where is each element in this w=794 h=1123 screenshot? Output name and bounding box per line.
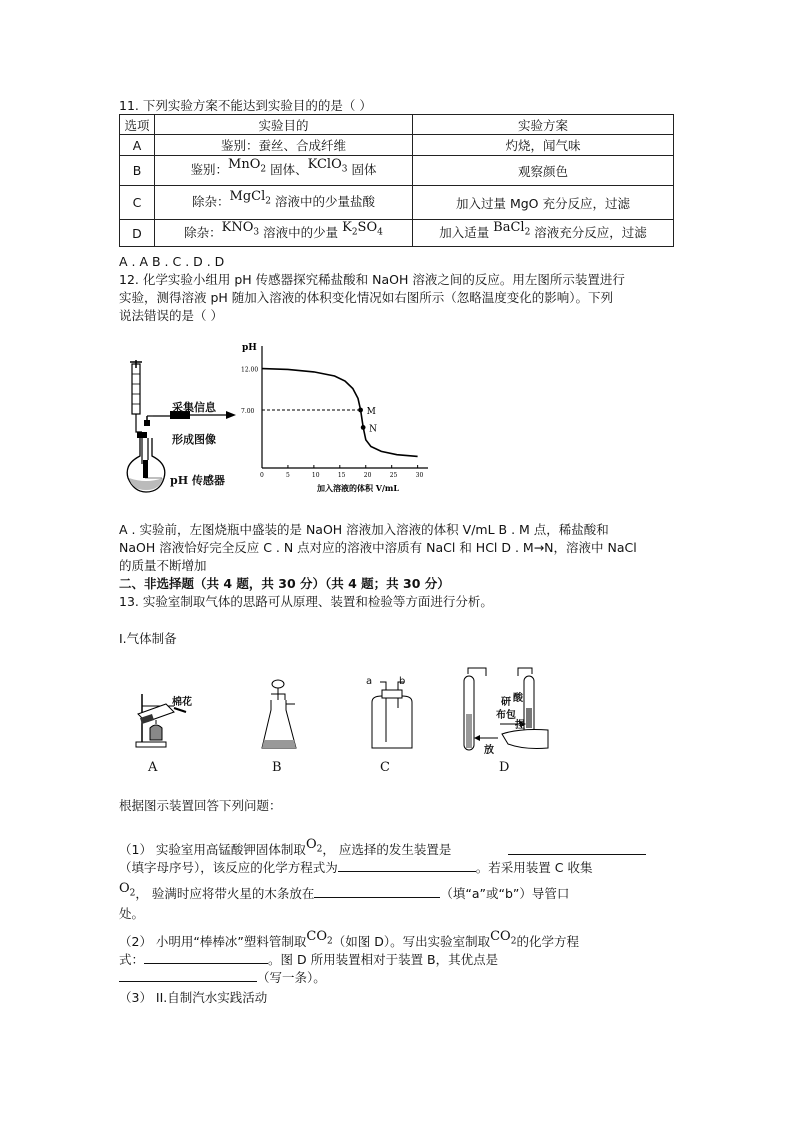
- y-tick-label: 7.00: [241, 408, 255, 415]
- x-tick-label: 20: [363, 472, 372, 479]
- label-d: D: [499, 760, 510, 775]
- table-row: [120, 156, 674, 186]
- d-label-acid: 酸: [513, 693, 523, 704]
- q13-intro: 根据图示装置回答下列问题：: [119, 798, 282, 813]
- answer-blank[interactable]: [508, 853, 646, 855]
- answer-blank[interactable]: [314, 885, 440, 898]
- y-tick-label: 12.00: [241, 366, 259, 374]
- table-row: [120, 135, 674, 156]
- row-plan: 加入适量 BaCl$_2$ 溶液充分反应，过滤: [413, 220, 674, 247]
- x-axis-label: 加入溶液的体积 V/mL: [316, 483, 400, 493]
- row-plan: 加入过量 MgO 充分反应，过滤: [413, 186, 674, 220]
- header-option: 选项: [120, 115, 155, 135]
- info-label: 采集信息: [172, 401, 216, 414]
- section-title: 二、非选择题（共 4 题，共 30 分）（共 4 题；共 30 分）: [119, 576, 450, 591]
- image-label: 形成图像: [172, 433, 216, 446]
- q12-stem-line3: 说法错误的是（ ）: [119, 308, 223, 323]
- answer-blank[interactable]: [144, 951, 268, 964]
- ph-sensor-label: pH 传感器: [170, 474, 225, 487]
- sub3-line: （3） II.自制汽水实践活动: [119, 990, 268, 1005]
- label-a: A: [148, 760, 158, 775]
- port-a-label: a: [366, 676, 373, 687]
- table-row: [120, 186, 674, 220]
- x-tick-label: 25: [389, 472, 398, 479]
- q13-part1-title: I.气体制备: [119, 631, 177, 646]
- d-label-grind: 研: [501, 697, 511, 708]
- apparatus-b: [262, 680, 296, 748]
- q12-options-line2: NaOH 溶液恰好完全反应 C . N 点对应的溶液中溶质有 NaCl 和 HCl D . M→N，溶液中 NaCl: [119, 540, 637, 555]
- row-goal: 除杂：$KNO_3$ 溶液中的少量 $K_2SO_4$: [155, 220, 413, 247]
- sub2-line2: 式： 。图 D 所用装置相对于装置 B，其优点是: [119, 952, 499, 967]
- port-b-label: b: [399, 676, 406, 687]
- label-c: C: [380, 760, 390, 775]
- ph-chart: [238, 338, 438, 498]
- row-goal: 鉴别：蚕丝、合成纤维: [155, 135, 413, 156]
- row-option: A: [120, 135, 155, 156]
- header-plan: 实验方案: [413, 115, 674, 135]
- d-label-cloth: 布包: [496, 710, 516, 721]
- x-tick-label: 30: [415, 472, 424, 479]
- table-row: [120, 220, 674, 247]
- header-goal: 实验目的: [155, 115, 413, 135]
- point-m: [358, 408, 363, 413]
- d-label-pinch: 捏: [515, 720, 525, 731]
- row-goal: 鉴别：MnO$_2$ 固体、KClO$_3$ 固体: [155, 156, 413, 186]
- sub1-line1: （1） 实验室用高锰酸钾固体制取$O_2$， 应选择的发生装置是: [119, 837, 452, 857]
- point-label-n: N: [369, 424, 378, 435]
- q12-stem-line1: 12. 化学实验小组用 pH 传感器探究稀盐酸和 NaOH 溶液之间的反应。用左图所示装置进行: [119, 272, 625, 287]
- q11-stem: 11. 下列实验方案不能达到实验目的的是（ ）: [119, 98, 372, 113]
- y-axis-label: pH: [242, 343, 257, 353]
- q12-options-line1: A . 实验前，左图烧瓶中盛装的是 NaOH 溶液加入溶液的体积 V/mL B . M 点，稀盐酸和: [119, 522, 609, 537]
- x-tick-label: 10: [311, 472, 320, 479]
- q13-stem: 13. 实验室制取气体的思路可从原理、装置和检验等方面进行分析。: [119, 594, 493, 609]
- row-plan: 观察颜色: [413, 156, 674, 186]
- sub1-line2: （填字母序号），该反应的化学方程式为 。若采用装置 C 收集: [119, 860, 593, 875]
- q12-stem-line2: 实验，测得溶液 pH 随加入溶液的体积变化情况如右图所示（忽略温度变化的影响）。下列: [119, 290, 614, 305]
- x-tick-label: 15: [337, 472, 346, 479]
- row-option: C: [120, 186, 155, 220]
- row-option: B: [120, 156, 155, 186]
- apparatus-c: [372, 682, 412, 748]
- q12-options-line3: 的质量不断增加: [119, 558, 207, 573]
- point-n: [361, 425, 366, 430]
- x-tick-label: 0: [260, 472, 264, 479]
- sub1-line4: 处。: [119, 906, 145, 921]
- point-label-m: M: [366, 407, 376, 417]
- label-b: B: [272, 760, 282, 775]
- ph-curve: [262, 369, 418, 457]
- q11-answer-options: A . A B . C . D . D: [119, 254, 225, 269]
- row-option: D: [120, 220, 155, 247]
- answer-blank[interactable]: [119, 969, 257, 982]
- sub1-line3: $O_2$， 验满时应将带火星的木条放在 （填“a”或“b”）导管口: [119, 881, 570, 901]
- sub2-line3: （写一条）。: [119, 968, 326, 986]
- row-goal: 除杂：MgCl$_2$ 溶液中的少量盐酸: [155, 186, 413, 220]
- d-label-release: 放: [484, 745, 494, 756]
- x-tick-label: 5: [285, 472, 290, 479]
- answer-blank[interactable]: [338, 859, 476, 872]
- cotton-label: 棉花: [172, 697, 192, 708]
- row-plan: 灼烧，闻气味: [413, 135, 674, 156]
- q11-options-table: [119, 114, 674, 247]
- sub2-line1: （2） 小明用“棒棒冰”塑料管制取$CO_2$（如图 D）。写出实验室制取$CO_2$的化学方程: [119, 929, 579, 949]
